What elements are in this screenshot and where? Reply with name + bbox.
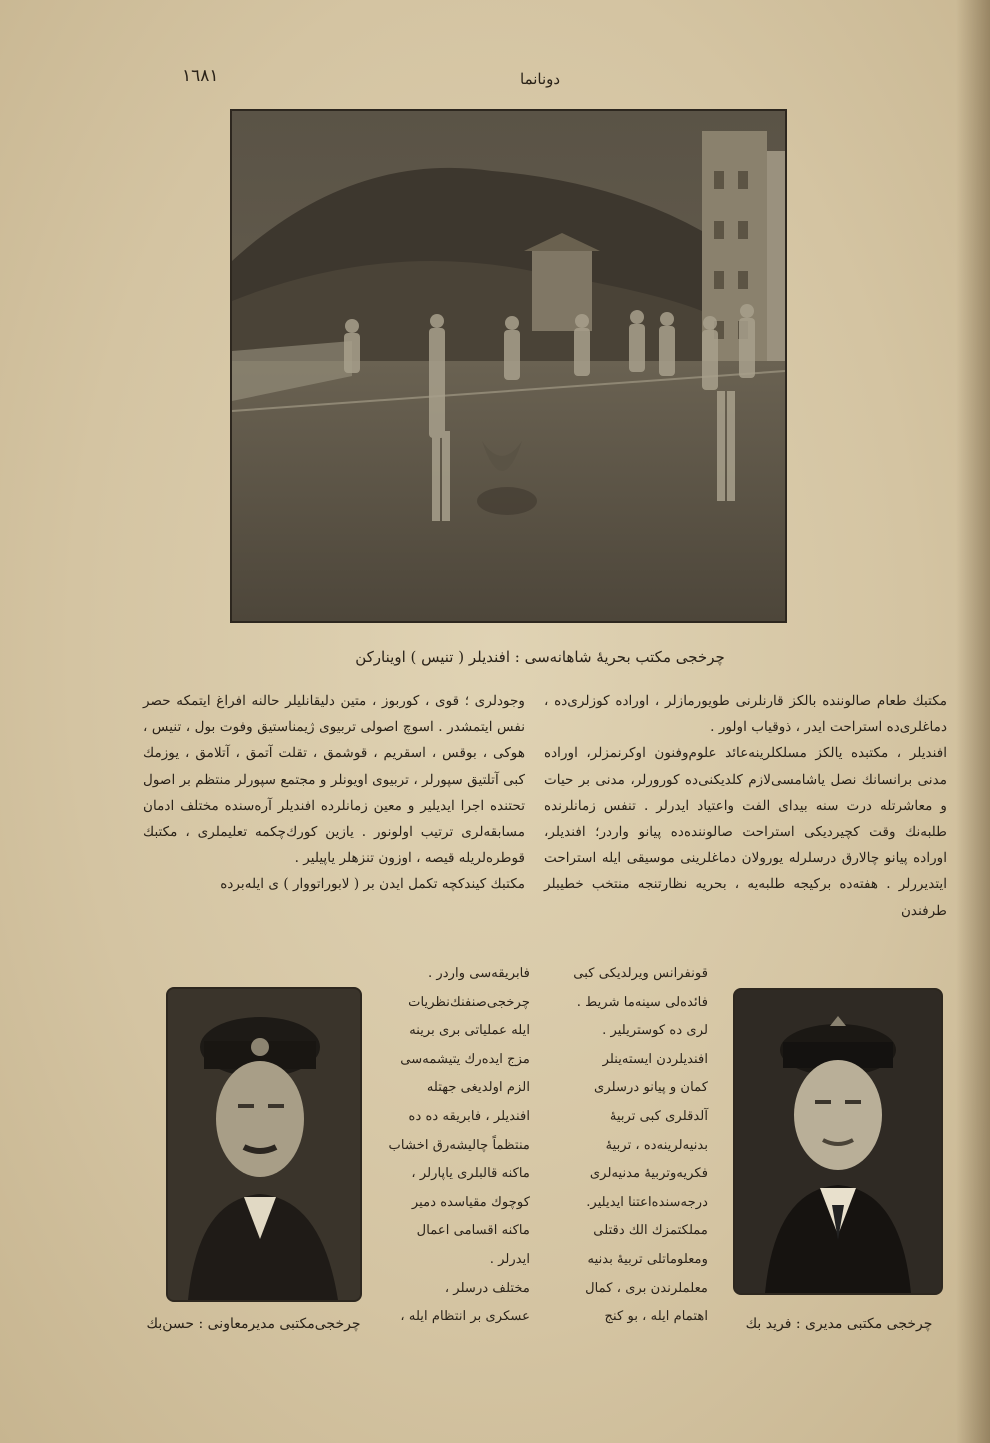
text-line: مختلف درسلر ، xyxy=(444,1280,530,1296)
text-line: آلدقلری کبی تربیهٔ xyxy=(609,1108,708,1124)
text-line: بدنیه‌لرینه‌ده ، تربیهٔ xyxy=(605,1137,708,1153)
text-line: فابریقه‌سی واردر . xyxy=(428,966,530,981)
paragraph: وجودلری ؛ قوی ، کوربوز ، متین دلیقانلیلر حالنه افراغ ایتمکه حصر نفس ایتمشدر . اسوچ اصولی تربیوی ژیمناستیق وفوت بول ، تنیس ، هوکی ، بوقس ، اسقریم ، قوشمق ، تقلت آتمق ، آتلامق ، یوزمك کبی آتلتیق سپورلر ، تربیوی اویونلر و مجتمع سپورلر منتظم بر اصول تحتنده اجرا ایدیلیر و معین زمانلرده افندیلر آره‌سنده مختلف ادمان مسابقه‌لری ترتیب اولونور . یازین کورك‌چکمه تعلیملری ، مکتبك قوطره‌لریله قیصه ، اوزون تنزهلر یاپیلیر . xyxy=(143,693,525,867)
text-line: لری ده کوستریلیر . xyxy=(602,1023,708,1039)
tennis-photograph xyxy=(230,109,787,623)
text-line: چرخجی‌صنفنك‌نظریات xyxy=(408,994,530,1010)
deputy-director-portrait xyxy=(166,987,362,1302)
officer-portrait-illustration xyxy=(168,989,360,1300)
text-line: کمان و پیانو درسلری xyxy=(594,1080,708,1096)
paragraph: مکتبك کیندکچه تکمل ایدن بر ( لابوراتووار ) ی ایله‌برده xyxy=(220,876,525,893)
right-narrow-text xyxy=(548,960,708,1332)
text-line: ایله عملیاتی بری برینه xyxy=(409,1023,530,1039)
text-line: افندیلر ، فابریقه ده ده xyxy=(408,1108,530,1124)
page-spine-shadow xyxy=(956,0,990,1443)
text-line: افندیلردن ایسته‌ینلر xyxy=(602,1051,708,1067)
paragraph: مکتبك طعام صالوننده بالکز قارنلرنی طویورمازلر ، اوراده کوزلری‌ده ، دماغلری‌ده استراحت ایدر ، ذوقیاب اولور . xyxy=(544,693,947,736)
text-line: اهتمام ایله ، بو کنج xyxy=(604,1309,708,1325)
text-line: منتظماً چالیشه‌رق اخشاب xyxy=(388,1137,530,1153)
paragraph: افندیلر ، مکتبده یالکز مسلکلرینه‌عائد علوم‌وفنون اوکرنمزلر، اوراده مدنی برانسانك نصل یاشامسی‌لازم کلدیکنی‌ده کورورلر، مدنی بر حیات و معاشرتله درت سنه بیدای الفت واعتیاد ایدرلر . تنفس زمانلرنده طلبه‌نك وقت کچیردیکی استراحت صالوننده‌ده پیانو واردر؛ افندیلر، اوراده پیانو چالارق درسلرله یورولان دماغلرینی موسیقی ایله استراحت ایتدیررلر . هفته‌ده برکیجه طلبه‌یه ، بحریه نظارتنجه منتخب خطیبلر طرفندن xyxy=(544,745,947,919)
left-narrow-text xyxy=(370,960,530,1332)
text-line: کوچوك مقیاسده دمیر xyxy=(411,1194,530,1210)
page-number: ١٦٨١ xyxy=(182,66,219,86)
text-line: الزم اولدیغی جهتله xyxy=(426,1080,530,1096)
text-line: فائده‌لی سینه‌ما شریط . xyxy=(576,994,708,1010)
director-portrait xyxy=(733,988,943,1295)
text-line: مملکتمزك الك دقتلی xyxy=(593,1223,708,1239)
officer-portrait-illustration xyxy=(735,990,941,1293)
text-line: فکریه‌وتربیهٔ مدنیه‌لری xyxy=(589,1166,708,1182)
director-caption: چرخجی مکتبی مدیری : فرید بك xyxy=(745,1316,933,1332)
main-photo-caption: چرخجی مکتب بحریهٔ شاهانه‌سی : افندیلر ( تنیس ) اوینارکن xyxy=(355,648,725,666)
deputy-director-caption: چرخجی‌مکتبی مدیرمعاونی : حسن‌بك xyxy=(146,1316,361,1332)
text-line: ایدرلر . xyxy=(489,1251,530,1267)
left-text-column xyxy=(143,688,525,898)
text-line: معلملرندن بری ، کمال xyxy=(585,1280,708,1296)
tennis-scene-illustration xyxy=(232,111,785,621)
text-line: ومعلوماتلی تربیهٔ بدنیه xyxy=(587,1251,708,1267)
text-line: ماکنه اقسامی اعمال xyxy=(416,1223,530,1239)
text-line: درجه‌سنده‌اعتنا ایدیلیر. xyxy=(586,1194,708,1210)
text-line: مزج ایده‌رك یتیشمه‌سی xyxy=(400,1051,530,1067)
running-title: دونانما xyxy=(520,70,561,88)
right-text-column xyxy=(544,688,947,924)
text-line: ماکنه قالبلری یاپارلر ، xyxy=(411,1166,530,1182)
text-line: عسکری بر انتظام ایله ، xyxy=(400,1309,530,1325)
text-line: قونفرانس ویرلدیکی کبی xyxy=(573,966,708,981)
